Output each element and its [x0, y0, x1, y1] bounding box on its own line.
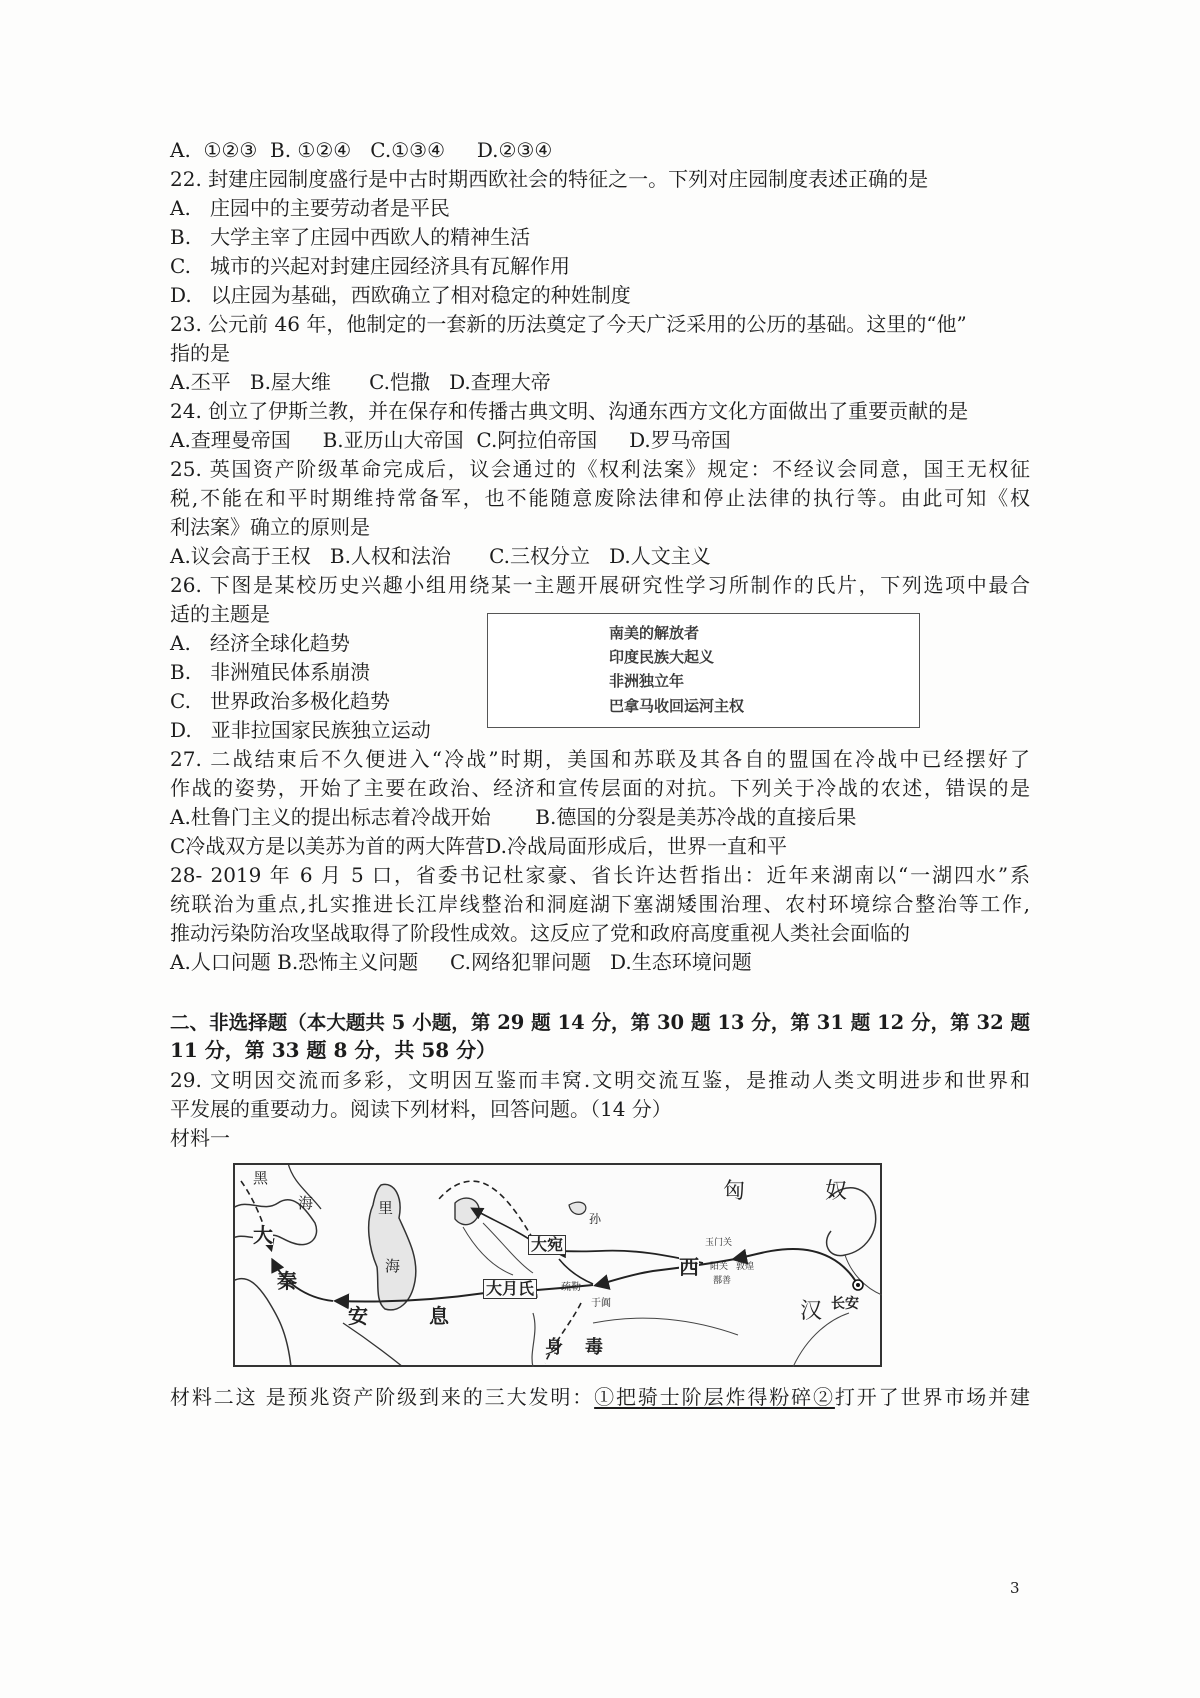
silk-road-map — [233, 1163, 882, 1367]
card-item: 巴拿马收回运河主权 — [609, 697, 745, 715]
q23-stem-line-1: 23. 公元前 46 年，他制定的一套新的历法奠定了今天广泛采用的公历的基础。这里的“他” — [170, 312, 967, 336]
map-label-shendu: 身 — [545, 1337, 563, 1358]
map-border — [234, 1164, 881, 1366]
q24-options: A.查理曼帝国 B.亚历山大帝国 C.阿拉伯帝国 D.罗马帝国 — [170, 428, 731, 452]
q25-stem-line-1: 25. 英国资产阶级革命完成后，议会通过的《权利法案》规定：不经议会同意，国王无权征 — [170, 457, 1030, 481]
q27-stem-line-1: 27. 二战结束后不久便进入“冷战”时期，美国和苏联及其各自的盟国在冷战中已经摆好了 — [170, 747, 1030, 771]
q23-options: A.丕平 B.屋大维 C.恺撒 D.查理大帝 — [170, 370, 551, 394]
section-heading-line-1: 二、非选择题（本大题共 5 小题，第 29 题 14 分，第 30 题 13 分，第 31 题 12 分，第 32 题 — [170, 1011, 1030, 1034]
map-label-caspian-sea: 里 — [378, 1199, 394, 1217]
page-number: 3 — [1010, 1579, 1020, 1597]
q23-stem-line-2: 指的是 — [170, 341, 230, 365]
q28-stem-line-2: 统联治为重点,扎实推进长江岸线整治和洞庭湖下塞湖矮围治理、农村环境综合整治等工作, — [170, 892, 1030, 916]
map-label-yumenguan: 玉门关 — [705, 1238, 733, 1248]
q27-options-line-1: A.杜鲁门主义的提出标志着冷战开始 B.德国的分裂是美苏冷战的直接后果 — [170, 805, 857, 829]
q22-option-c: C. 城市的兴起对封建庄园经济具有瓦解作用 — [170, 254, 571, 278]
card-item: 非洲独立年 — [609, 672, 685, 690]
map-label-yutian: 于阗 — [591, 1298, 611, 1309]
map-label-shule: 疏勒 — [561, 1282, 581, 1293]
material-2-line — [170, 1383, 1030, 1412]
material-1-label: 材料一 — [170, 1126, 230, 1150]
q26-topic-card — [487, 613, 920, 728]
q26-option-d: D. 亚非拉国家民族独立运动 — [170, 718, 431, 742]
map-label-black-sea: 黑 — [253, 1169, 269, 1187]
q22-option-d: D. 以庄园为基础，西欧确立了相对稳定的种姓制度 — [170, 283, 631, 307]
q25-stem-line-2: 税,不能在和平时期维持常备军，也不能随意废除法律和停止法律的执行等。由此可知《权 — [170, 486, 1030, 510]
map-label-shendu: 毒 — [585, 1337, 603, 1358]
q26-option-b: B. 非洲殖民体系崩溃 — [170, 660, 371, 684]
card-item: 印度民族大起义 — [609, 648, 715, 666]
q26-stem-line-2: 适的主题是 — [170, 602, 270, 626]
q27-options-line-2: C冷战双方是以美苏为首的两大阵营D.冷战局面形成后，世界一直和平 — [170, 834, 787, 858]
q22-option-b: B. 大学主宰了庄园中西欧人的精神生活 — [170, 225, 531, 249]
mountain-line — [593, 1318, 738, 1335]
material-2-rest: 打开了世界市场并建 — [834, 1385, 1031, 1409]
q28-stem-line-1: 28- 2019 年 6 月 5 口，省委书记杜家豪、省长许达哲指出：近年来湖南以“一湖四水”系 — [170, 863, 1030, 887]
q26-stem-line-1: 26. 下图是某校历史兴趣小组用绕某一主题开展研究性学习所制作的氏片，下列选项中最合 — [170, 573, 1030, 597]
route-branch — [559, 1259, 593, 1284]
material-2-underlined-2: ② — [813, 1385, 835, 1409]
lake — [569, 1202, 586, 1214]
q26-option-c: C. 世界政治多极化趋势 — [170, 689, 391, 713]
q29-stem-line-1: 29. 文明因交流而多彩，文明因互鉴而丰窝.文明交流互鉴，是推动人类文明进步和世界和 — [170, 1068, 1030, 1092]
river — [532, 1313, 535, 1367]
q22-option-a: A. 庄园中的主要劳动者是平民 — [170, 196, 450, 220]
river — [463, 1227, 513, 1275]
map-label-han: 汉 — [800, 1299, 823, 1324]
map-label-black-sea: 海 — [298, 1194, 314, 1212]
q22-stem: 22. 封建庄园制度盛行是中古时期西欧社会的特征之一。下列对庄园制度表述正确的是 — [170, 167, 929, 191]
map-label-xiongnu: 匈 — [723, 1179, 746, 1204]
gulf-coast — [343, 1323, 403, 1367]
changan-marker-dot — [856, 1283, 860, 1287]
map-label-anxi: 息 — [429, 1304, 449, 1328]
map-label-wusun: 孙 — [589, 1212, 602, 1226]
river — [483, 1223, 533, 1273]
map-label-dunhuang: 敦煌 — [736, 1262, 755, 1272]
map-label-caspian-sea: 海 — [385, 1257, 401, 1275]
q28-options: A.人口问题 B.恐怖主义问题 C.网络犯罪问题 D.生态环境问题 — [170, 950, 752, 974]
section-heading-line-2: 11 分，第 33 题 8 分，共 58 分） — [170, 1038, 497, 1062]
material-2-underlined-1: ①把骑士阶层炸得粉碎 — [594, 1385, 814, 1409]
q29-stem-line-2: 平发展的重要动力。阅读下列材料，回答问题。（14 分） — [170, 1097, 672, 1121]
map-label-daqin: 大 — [253, 1223, 273, 1247]
map-label-dayuan: 大宛 — [528, 1235, 566, 1255]
q25-stem-line-3: 利法案》确立的原则是 — [170, 515, 370, 539]
route-dashed — [439, 1181, 533, 1239]
map-label-anxi: 安 — [348, 1304, 368, 1328]
map-label-yangguan: 阳关 — [710, 1262, 729, 1272]
q26-option-a: A. 经济全球化趋势 — [170, 631, 350, 655]
q21-options: A. ①②③ B. ①②④ C.①③④ D.②③④ — [170, 138, 553, 162]
map-label-changan: 长安 — [831, 1296, 859, 1312]
aral-sea — [455, 1198, 479, 1225]
map-label-shanshan: 鄯善 — [713, 1276, 732, 1286]
material-2-prefix: 材料二这 是预兆资产阶级到来的三大发明： — [170, 1385, 595, 1409]
q27-stem-line-2: 作战的姿势，开始了主要在政治、经济和宣传层面的对抗。下列关于冷战的农述，错误的是 — [170, 776, 1030, 800]
map-label-daqin: 秦 — [277, 1269, 297, 1293]
map-label-xiongnu: 奴 — [825, 1179, 848, 1204]
q28-stem-line-3: 推动污染防治攻坚战取得了阶段性成效。这反应了党和政府高度重视人类社会面临的 — [170, 921, 910, 945]
card-item: 南美的解放者 — [609, 624, 700, 642]
map-label-xiyu: 西 — [679, 1255, 699, 1279]
q25-options: A.议会高于王权 B.人权和法治 C.三权分立 D.人文主义 — [170, 544, 711, 568]
map-label-dayuezhi: 大月氏 — [483, 1279, 537, 1299]
q24-stem: 24. 创立了伊斯兰教，并在保存和传播古典文明、沟通东西方文化方面做出了重要贡献的是 — [170, 399, 969, 423]
